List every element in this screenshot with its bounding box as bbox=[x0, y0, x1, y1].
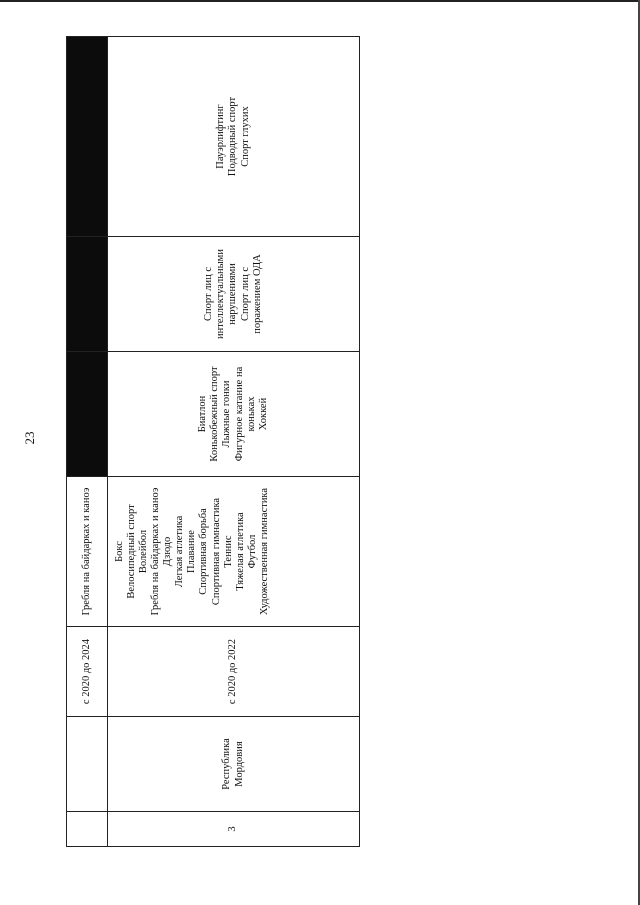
row-region: Республика Мордовия bbox=[108, 717, 360, 812]
header-cell-period: с 2020 до 2024 bbox=[67, 627, 108, 717]
sport-item: Спорт лиц с поражением ОДА bbox=[239, 254, 263, 334]
sport-item: Спорт лиц с интеллектуальными нарушениями bbox=[203, 249, 239, 339]
sport-item: Биатлон bbox=[197, 395, 209, 433]
sport-item: Пауэрлифтинг bbox=[215, 104, 227, 169]
table-row bbox=[108, 37, 360, 847]
row-period: с 2020 до 2022 bbox=[108, 627, 360, 717]
sport-item: Легкая атлетика bbox=[174, 515, 186, 588]
sport-item: Теннис bbox=[222, 535, 234, 568]
sport-item: Художественная гимнастика bbox=[258, 487, 270, 616]
sport-item: Плавание bbox=[186, 530, 198, 573]
sport-item: Подводный спорт bbox=[227, 96, 239, 177]
sport-item: Конькобежный спорт bbox=[209, 366, 221, 462]
sport-item: Волейбол bbox=[138, 529, 150, 574]
sports-table bbox=[66, 36, 360, 847]
sport-item: Бокс bbox=[114, 541, 125, 562]
paralympic-sports bbox=[108, 237, 360, 352]
sport-item: Лыжные гонки bbox=[221, 380, 233, 448]
sport-item: Футбол bbox=[246, 534, 258, 569]
page-number: 23 bbox=[22, 431, 37, 445]
olympic-winter-sports bbox=[108, 352, 360, 477]
deaflympic-sports bbox=[108, 37, 360, 237]
sport-item: Гребля на байдарках и каноэ bbox=[150, 487, 162, 616]
sport-item: Спортивная гимнастика bbox=[210, 497, 222, 606]
sport-item: Хоккей bbox=[257, 397, 269, 431]
sport-item: Велосипедный спорт bbox=[126, 504, 138, 599]
header-cell-index bbox=[67, 812, 108, 847]
rotated-table-wrapper bbox=[66, 37, 360, 847]
sport-item: Дзюдо bbox=[162, 536, 174, 567]
sport-item: Спорт глухих bbox=[239, 106, 251, 167]
header-cell-redacted-3 bbox=[67, 37, 108, 237]
row-index: 3 bbox=[108, 812, 360, 847]
header-cell-redacted-2 bbox=[67, 237, 108, 352]
scan-edge-top bbox=[0, 0, 640, 2]
olympic-summer-sports bbox=[108, 477, 360, 627]
sport-item: Фигурное катание на коньках bbox=[233, 366, 257, 462]
table-header-row bbox=[67, 37, 108, 847]
header-cell-redacted-1 bbox=[67, 352, 108, 477]
header-cell-region bbox=[67, 717, 108, 812]
sport-item: Спортивная борьба bbox=[198, 508, 210, 595]
header-cell-sport: Гребля на байдарках и каноэ bbox=[67, 477, 108, 627]
sport-item: Тяжелая атлетика bbox=[234, 512, 246, 591]
